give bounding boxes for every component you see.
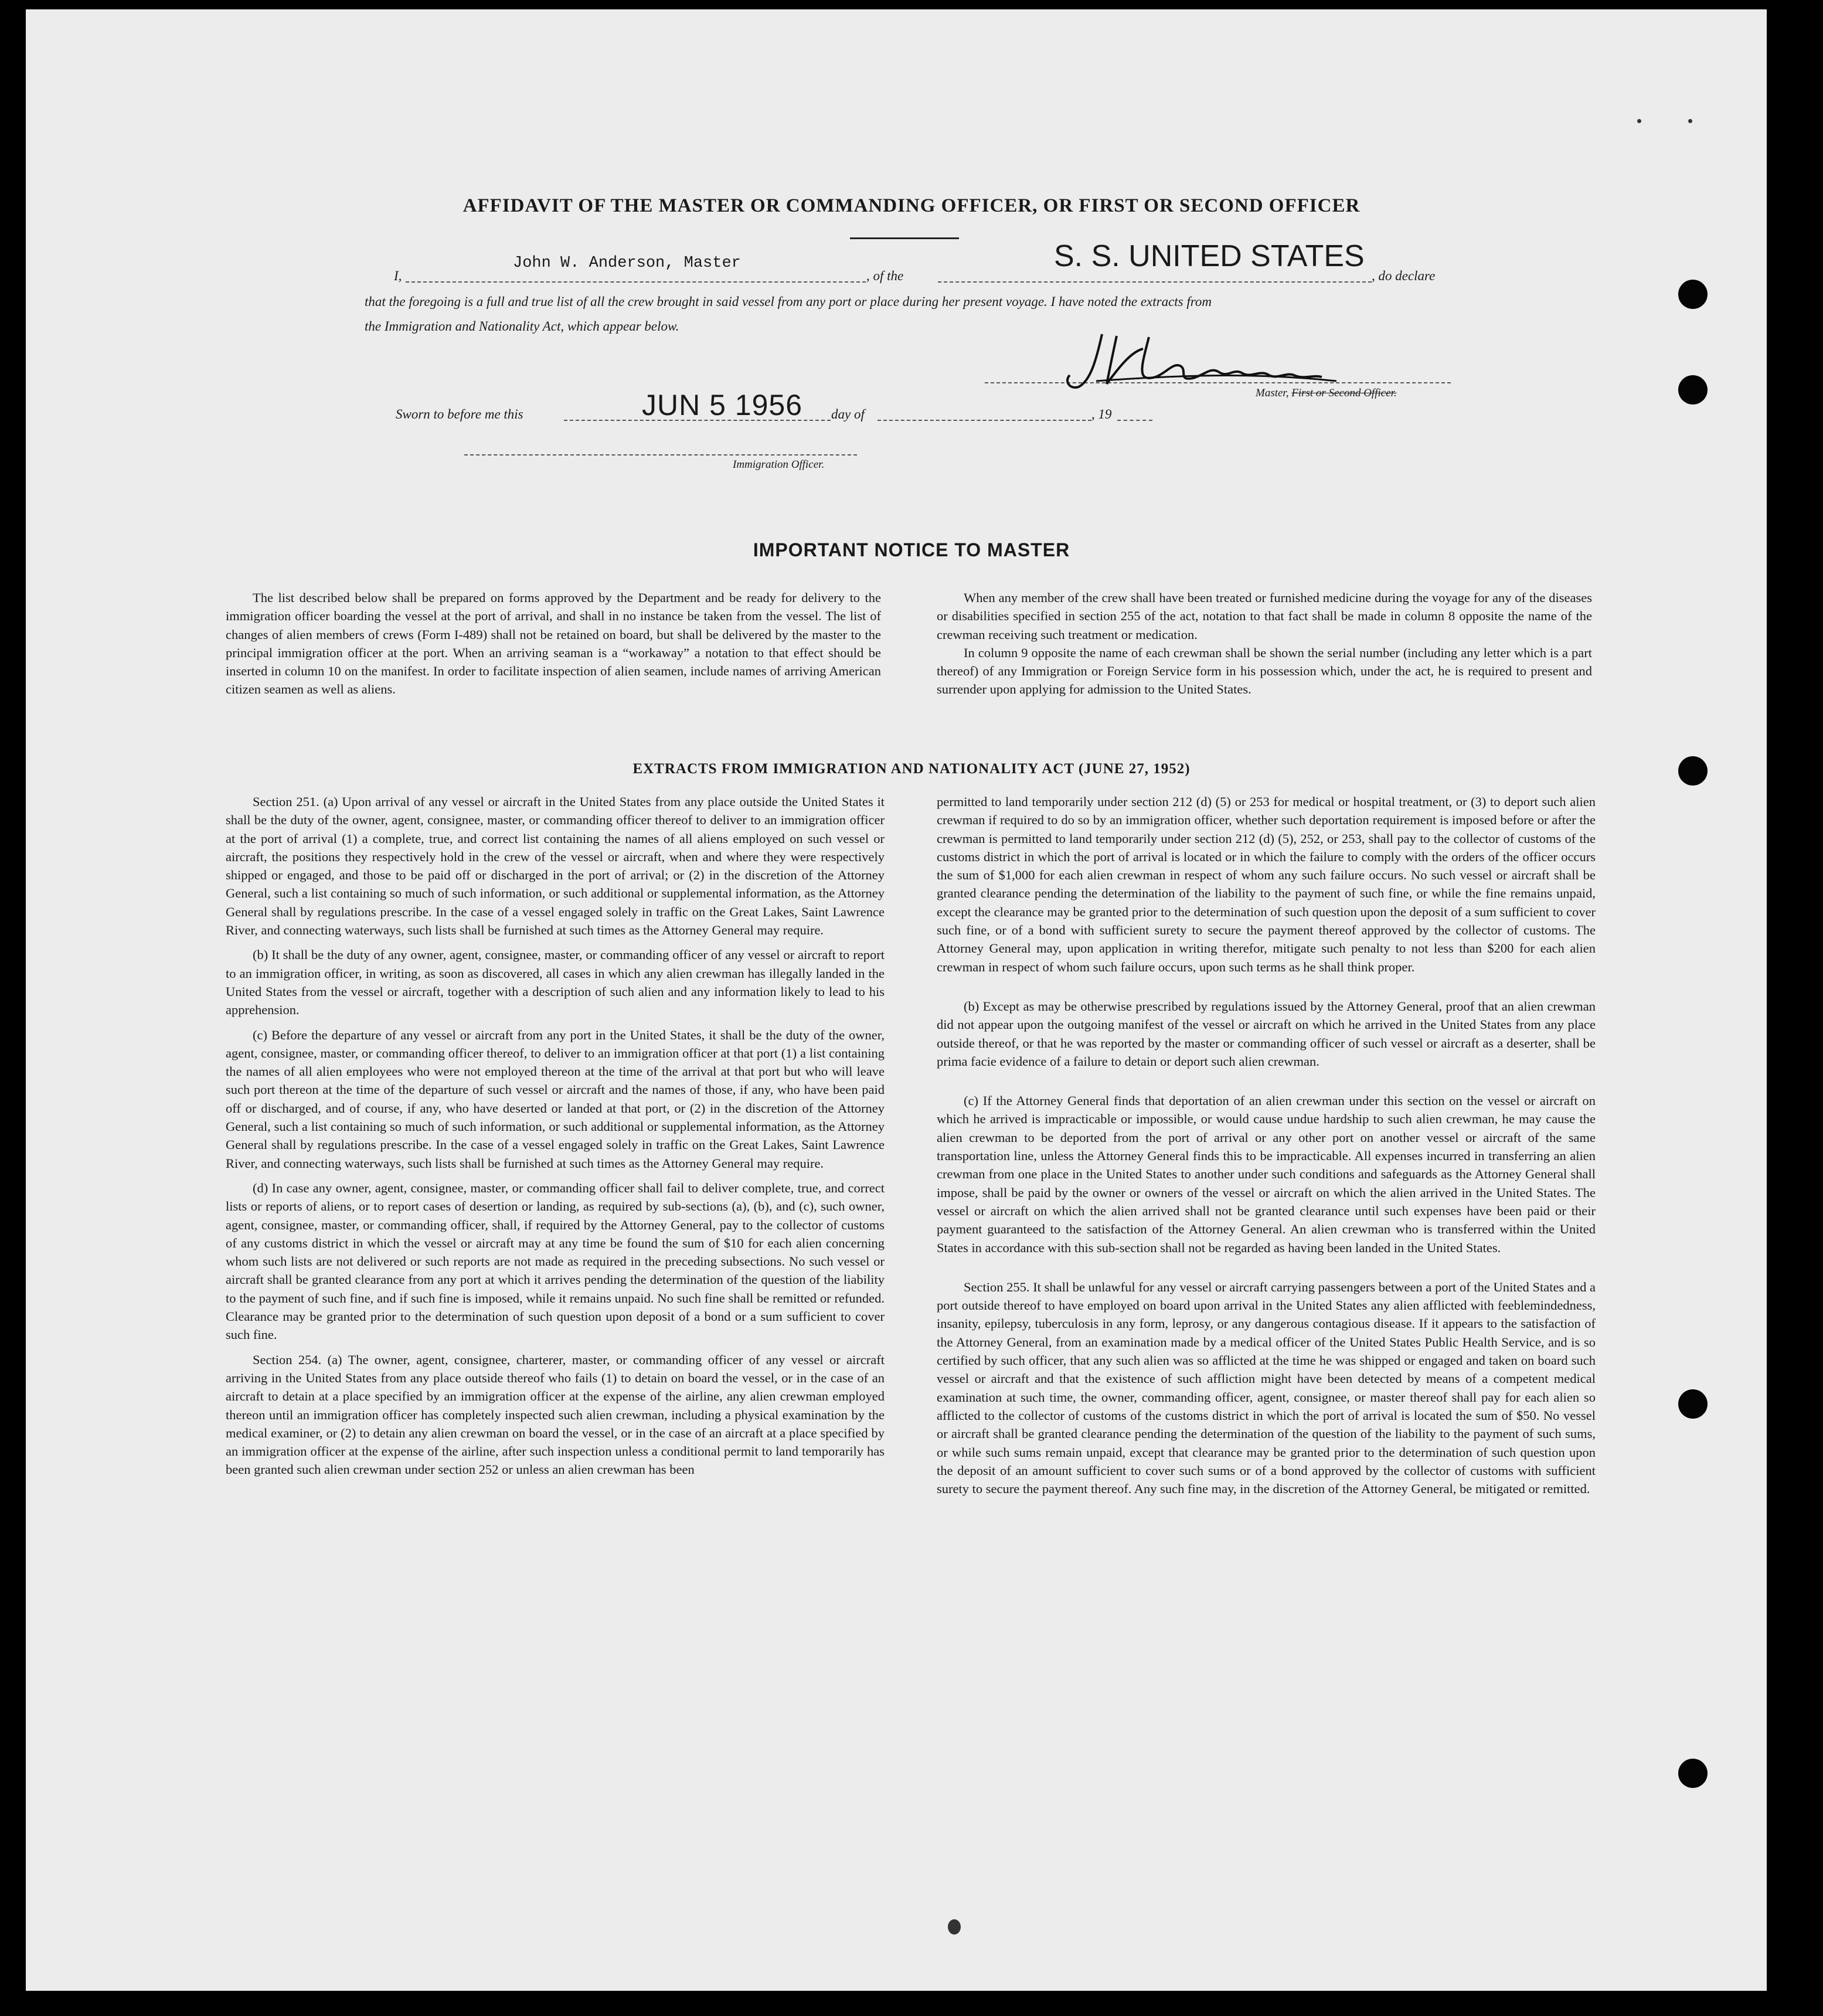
binder-hole: [1678, 1759, 1708, 1788]
day-of-label: day of: [831, 407, 865, 421]
speck: [1637, 119, 1641, 123]
binder-hole: [1678, 280, 1708, 309]
statement-line-1: that the foregoing is a full and true list of all the crew brought in said vessel from any port or place during her present voyage. I have noted the extracts from: [365, 294, 1212, 309]
immigration-officer-label: Immigration Officer.: [733, 458, 825, 471]
declare-label: , do declare: [1372, 268, 1436, 283]
year-line: [1117, 420, 1152, 421]
section-254-a-cont: permitted to land temporarily under section 212 (d) (5) or 253 for medical or hospital treatment, or (3) to deport such alien crewman if required to do so by an immigration officer, whether such deportation requirement is imposed before or after the crewman is permitted to land temporarily under section 212 (d) (5), 252, or 253, shall pay to the collector of customs of the customs district in which the port of arrival is located or in which the failure to comply with the orders of the officer occurs the sum of $1,000 for each alien crewman in respect of whom any such failure occurs. No such vessel or aircraft shall be granted clearance pending the determination of the liability to the payment of such fine, or while the fine remains unpaid, except the clearance may be granted prior to the determination of such question upon the deposit of a sum sufficient to cover such fine, or of a bond with sufficient surety to secure the payment thereof approved by the collector of customs. The Attorney General may, upon application in writing therefor, mitigate such penalty to not less than $200 for each alien crewman in respect of whom such failure occurs, upon such terms as he shall think proper.: [937, 794, 1596, 974]
extracts-right: [937, 793, 1596, 1504]
notice-left-text: The list described below shall be prepared on forms approved by the Department and be ready for delivery to the immigration officer boarding the vessel at the port of arrival, and shall in no instance be taken from the vessel. The list of changes of alien members of crews (Form I-489) shall not be retained on board, but shall be delivered by the master to the principal immigration officer at the port. When an arriving seaman is a “workaway” a notation to that effect should be inserted in column 10 on the manifest. In order to facilitate inspection of alien seamen, include names of arriving American citizen seamen as well as aliens.: [226, 590, 881, 697]
section-251-d: (d) In case any owner, agent, consignee, master, or commanding officer shall fail to deliver complete, true, and correct lists or reports of aliens, or to report cases of desertion or landing, as required by sub-sections (a), (b), and (c), such owner, agent, consignee, master, or commanding officer, shall, if required by the Attorney General, pay to the collector of customs of any customs district in which the vessel or aircraft may at any time be found the sum of $10 for each alien concerning whom such lists are not delivered or such reports are not made as required in the preceding subsections. No such vessel or aircraft shall be granted clearance from any port at which it arrives pending the determination of the question of the liability to the payment of such fine, and if such fine is imposed, while it remains unpaid. No such fine shall be remitted or refunded. Clearance may be granted prior to the determination of such question upon deposit of a bond or a sum sufficient to cover such fine.: [226, 1180, 885, 1342]
notice-right-text-2: In column 9 opposite the name of each crewman shall be shown the serial number (including any letter which is a part thereof) of any Immigration or Foreign Service form in his possession which, under the act, he is required to present and surrender upon applying for admission to the United States.: [937, 645, 1592, 697]
section-254-b: (b) Except as may be otherwise prescribed by regulations issued by the Attorney General, proof that an alien crewman did not appear upon the outgoing manifest of the vessel or aircraft on which he arrived in the United States from any place outside thereof, or that he was reported by the master or commanding officer of such vessel or aircraft as a deserter, shall be prima facie evidence of a failure to detain or deport such alien crewman.: [937, 998, 1596, 1069]
affidavit-title: AFFIDAVIT OF THE MASTER OR COMMANDING OFFICER, OR FIRST OR SECOND OFFICER: [462, 195, 1361, 216]
year-label: , 19: [1091, 407, 1112, 421]
title-rule: [850, 237, 959, 239]
signer-title: [1256, 387, 1397, 400]
section-254-c: (c) If the Attorney General finds that deportation of an alien crewman under this section on the vessel or aircraft on which he arrived is impracticable or impossible, or would cause undue hardship to such alien crewman, he may cause the alien crewman to be deported from the port of arrival or any other port on another vessel or aircraft of the same transportation line, unless the Attorney General finds this to be impracticable. All expenses incurred in transferring an alien crewman from one place in the United States to another under such conditions and safeguards as the Attorney General shall impose, shall be paid by the owner or owners of the vessel or aircraft on which the alien arrived in the United States. The vessel or aircraft on which the alien arrived shall not be granted clearance until such expenses have been paid or their payment guaranteed to the satisfaction of the Attorney General. An alien crewman who is transferred within the United States in accordance with this sub-section shall not be regarded as having been landed in the United States.: [937, 1093, 1596, 1255]
vessel-line: [938, 281, 1372, 283]
section-251-a: Section 251. (a) Upon arrival of any vessel or aircraft in the United States from any place outside the United States it shall be the duty of the owner, agent, consignee, master, or commanding officer thereof to deliver to an immigration officer at the port of arrival (1) a complete, true, and correct list containing the names of all aliens employed on such vessel or aircraft, the positions they respectively hold in the crew of the vessel or aircraft, when and where they were respectively shipped or engaged, and those to be paid off or discharged in the port of arrival; or (2) in the discretion of the Attorney General, such a list containing so much of such information, or such additional or supplemental information, as the Attorney General shall by regulations prescribe. In the case of a vessel engaged solely in traffic on the Great Lakes, Saint Lawrence River, and connecting waterways, such lists shall be furnished at such times as the Attorney General may require.: [226, 794, 885, 938]
signature: [1061, 325, 1354, 393]
section-255: Section 255. It shall be unlawful for any vessel or aircraft carrying passengers between a port of the United States and a port outside thereof to have employed on board upon arrival in the United States any alien afflicted with feeblemindedness, insanity, epilepsy, tuberculosis in any form, leprosy, or any dangerous contagious disease. If it appears to the satisfaction of the Attorney General, from an examination made by a medical officer of the United States Public Health Service, and is so certified by such officer, that any such alien was so afflicted at the time he was shipped or engaged and taken on board such vessel or aircraft and that the existence of such affliction might have been detected by means of a competent medical examination at such time, the owner, commanding officer, agent, consignee, or master thereof shall pay for each alien so afflicted to the collector of customs of the customs district in which the port of arrival is located the sum of $50. No vessel or aircraft shall be granted clearance pending the determination of the question of the liability to the payment of such sums, or while such sums remain unpaid, except that clearance may be granted prior to the determination of such question upon the deposit of an amount sufficient to cover such sums or of a bond approved by the collector of customs with sufficient surety to secure the payment thereof. Any such fine may, in the discretion of the Attorney General, be mitigated or remitted.: [937, 1279, 1596, 1497]
notice-left: [226, 589, 881, 705]
notice-right-text-1: When any member of the crew shall have been treated or furnished medicine during the voyage for any of the diseases or disabilities specified in section 255 of the act, notation to that fact shall be made in column 8 opposite the name of the crewman receiving such treatment or medication.: [937, 590, 1592, 642]
extracts-left: [226, 793, 885, 1485]
speck: [948, 1919, 961, 1935]
sworn-label: Sworn to before me this: [396, 407, 523, 421]
signer-title-prefix: Master,: [1256, 387, 1289, 399]
speck: [1688, 119, 1692, 123]
statement-line-2: the Immigration and Nationality Act, which appear below.: [365, 319, 679, 334]
notice-heading: IMPORTANT NOTICE TO MASTER: [753, 539, 1070, 560]
officer-line: [464, 454, 857, 455]
name-line: [406, 281, 866, 283]
vessel-name: S. S. UNITED STATES: [1054, 239, 1365, 273]
signer-title-struck: First or Second Officer.: [1291, 387, 1397, 399]
of-the-label: , of the: [866, 268, 904, 283]
extracts-heading: EXTRACTS FROM IMMIGRATION AND NATIONALITY ACT (JUNE 27, 1952): [632, 761, 1191, 777]
section-251-b: (b) It shall be the duty of any owner, agent, consignee, master, or commanding officer of any vessel or aircraft to report to an immigration officer, in writing, as soon as discovered, all cases in which any alien crewman has illegally landed in the United States from the vessel or aircraft, together with a description of such alien and any information likely to lead to his apprehension.: [226, 947, 885, 1018]
section-254-a: Section 254. (a) The owner, agent, consignee, charterer, master, or commanding officer of any vessel or aircraft arriving in the United States from any place outside thereof who fails (1) to detain on board the vessel, or in the case of an aircraft to detain at a place specified by an immigration officer at the expense of the airline, any alien crewman employed thereon until an immigration officer has completely inspected such alien crewman, including a physical examination by the medical examiner, or (2) to detain any alien crewman on board the vessel, or in the case of an aircraft at a place specified by an immigration officer at the expense of the airline, after such inspection unless a conditional permit to land temporarily has been granted such alien crewman under section 252 or unless an alien crewman has been: [226, 1352, 885, 1477]
notice-right: [937, 589, 1592, 705]
binder-hole: [1678, 375, 1708, 404]
section-251-c: (c) Before the departure of any vessel or aircraft from any port in the United States, it shall be the duty of the owner, agent, consignee, master, or commanding officer thereof, to deliver to an immigration officer at that port (1) a list containing the names of all alien employees who were not employed thereon at the time of the arrival at that port but who will leave such port thereon at the time of the departure of such vessel or aircraft and the names of those, if any, who have been paid off or discharged, and of course, if any, who have deserted or landed at that port, or (2) in the discretion of the Attorney General, such a list containing so much of such information, or such additional or supplemental information, as the Attorney General shall by regulations prescribe. In the case of a vessel engaged solely in traffic on the Great Lakes, Saint Lawrence River, and connecting waterways, such lists shall be furnished at such times as the Attorney General may require.: [226, 1027, 885, 1171]
binder-hole: [1678, 1389, 1708, 1419]
sworn-date-stamp: JUN 5 1956: [642, 389, 803, 421]
master-name: John W. Anderson, Master: [513, 254, 741, 272]
i-label: I,: [394, 268, 402, 283]
month-line: [878, 420, 1091, 421]
